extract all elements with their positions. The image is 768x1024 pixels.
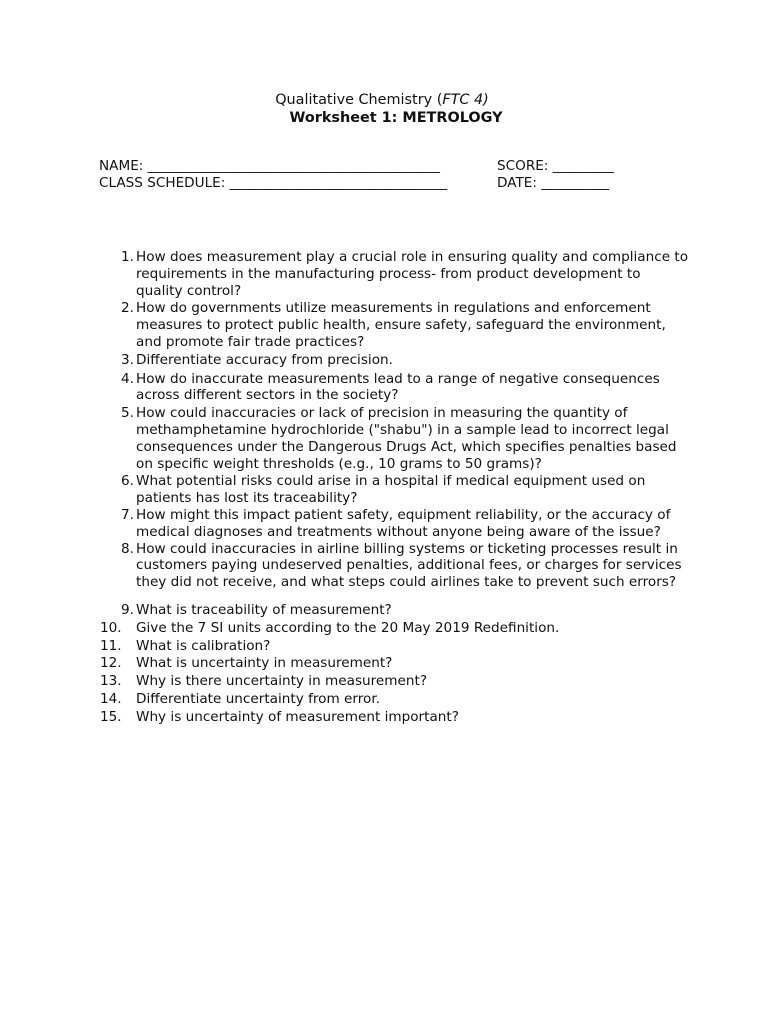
question-item [100,371,690,405]
question-item [100,405,690,472]
question-number: 13. [100,673,122,690]
question-number: 14. [100,690,122,707]
date-field[interactable]: DATE: __________ [497,175,610,191]
question-item [100,655,690,672]
question-number: 8. [121,540,134,557]
question-text: What is traceability of measurement? [136,601,392,618]
question-item [100,620,690,637]
course-title-prefix: Qualitative Chemistry ( [275,92,443,108]
question-number: 10. [100,619,122,636]
question-text: How do inaccurate measurements lead to a range of negative consequences across different sectors in the society? [136,370,660,404]
question-item [100,300,690,350]
question-number: 7. [121,506,134,523]
question-number: 2. [121,300,134,317]
class-schedule-field[interactable]: CLASS SCHEDULE: ________________________________ [99,175,448,191]
question-number: 5. [121,405,134,422]
question-item [100,507,690,541]
question-text: Why is uncertainty of measurement important? [136,708,459,725]
question-text: Give the 7 SI units according to the 20 May 2019 Redefinition. [136,619,560,636]
question-text: What potential risks could arise in a hospital if medical equipment used on patients has lost its traceability? [136,473,646,507]
question-text: How do governments utilize measurements in regulations and enforcement measures to protect public health, ensure safety, safeguard the environment, and promote fair trade practices? [136,300,666,350]
question-text: What is uncertainty in measurement? [136,655,393,672]
question-number: 11. [100,637,122,654]
question-item [100,541,690,591]
question-text: How does measurement play a crucial role in ensuring quality and compliance to requirements in the manufacturing process- from product development to quality control? [136,249,689,299]
question-item [100,473,690,507]
question-text: Differentiate accuracy from precision. [136,351,393,368]
question-text: How might this impact patient safety, equipment reliability, or the accuracy of medical diagnoses and treatments without anyone being aware of the issue? [136,506,671,540]
question-number: 9. [121,601,134,618]
course-title [0,92,766,108]
question-item [100,673,690,690]
question-number: 12. [100,655,122,672]
question-number: 6. [121,473,134,490]
question-number: 15. [100,708,122,725]
question-item [100,691,690,708]
question-item [100,249,690,299]
question-text: Differentiate uncertainty from error. [136,690,381,707]
question-text: How could inaccuracies or lack of precision in measuring the quantity of methamphetamine hydrochloride ("shabu") in a sample lead to incorrect legal consequences under the Dangerous Drugs Act, which specifies penalties based on specific weight thresholds (e.g., 10 grams to 50 grams)? [136,405,677,472]
question-number: 1. [121,249,134,265]
course-code: FTC 4) [442,92,489,108]
question-list [100,249,690,727]
question-item [100,709,690,726]
worksheet-title: Worksheet 1: METROLOGY [289,110,503,126]
question-text: What is calibration? [136,637,271,654]
name-field[interactable]: NAME: ___________________________________________ [99,158,440,174]
question-item [100,602,690,619]
question-text: Why is there uncertainty in measurement? [136,673,428,690]
question-number: 3. [121,351,134,368]
question-number: 4. [121,370,134,387]
question-text: How could inaccuracies in airline billing systems or ticketing processes result in customers paying undeserved penalties, additional fees, or charges for services they did not receive, and what steps could airlines take to prevent such errors? [136,540,682,591]
score-field[interactable]: SCORE: _________ [497,158,614,174]
question-item [100,638,690,655]
question-item [100,352,690,369]
